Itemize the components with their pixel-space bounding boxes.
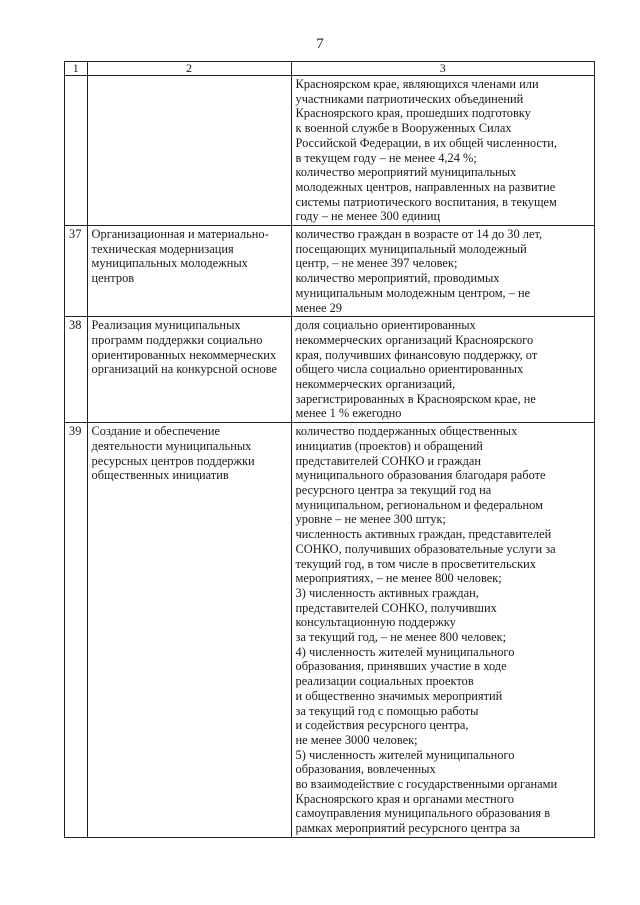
indicator-line: Красноярского края и органами местного [295,791,514,806]
activity-name-line: общественных инициатив [91,468,229,483]
indicator-line: образования, вовлеченных [295,762,436,777]
activity-name-cell [87,226,291,317]
activity-name-line: муниципальных молодежных [91,256,248,271]
indicator-line: менее 29 [295,300,343,315]
indicator-line: Красноярском крае, являющихся членами или [295,77,539,91]
header-cell-indicators: 3 [291,62,594,76]
row-number-cell [65,76,88,226]
table-row [65,317,595,423]
indicator-line: СОНКО, получивших образовательные услуги за [295,541,556,556]
activity-name-line: техническая модернизация [91,241,234,256]
indicator-line: центр, – не менее 397 человек; [295,256,458,271]
activity-name-cell [87,317,291,423]
indicator-line: ресурсного центра за текущий год на [295,482,492,497]
indicator-line: молодежных центров, направленных на развитие [295,179,556,194]
indicator-line: 4) численность жителей муниципального [295,644,515,659]
indicator-line: образования, принявших участие в ходе [295,659,507,674]
row-number-cell: 39 [65,423,88,838]
indicator-line: общего числа социально ориентированных [295,362,524,377]
indicator-line: не менее 3000 человек; [295,732,418,747]
indicators-cell [291,317,594,423]
table-row [65,226,595,317]
indicator-line: инициатив (проектов) и обращений [295,438,483,453]
table-row [65,423,595,838]
indicator-line: численность активных граждан, представителей [295,527,552,542]
header-cell-num: 1 [65,62,88,76]
activity-name-line: центров [91,271,135,286]
indicator-line: уровне – не менее 300 штук; [295,512,446,527]
indicator-line: представителей СОНКО и граждан [295,453,482,468]
activity-name-line: Организационная и материально- [91,227,269,242]
indicator-line: в текущем году – не менее 4,24 %; [295,150,477,165]
indicator-line: и общественно значимых мероприятий [295,688,503,703]
indicator-line: реализации социальных проектов [295,674,474,689]
indicator-line: менее 1 % ежегодно [295,406,402,421]
program-table [64,61,595,838]
indicator-line: к военной службе в Вооруженных Силах [295,121,512,136]
activity-name-line: программ поддержки социально [91,332,263,347]
indicator-line: муниципальным молодежным центром, – не [295,285,531,300]
indicator-line: рамках мероприятий ресурсного центра за [295,821,521,836]
row-number-cell: 38 [65,317,88,423]
activity-name-line: деятельности муниципальных [91,438,252,453]
indicator-line: посещающих муниципальный молодежный [295,241,527,256]
indicator-line: системы патриотического воспитания, в текущем [295,194,557,209]
indicators-cell [291,226,594,317]
indicator-line: мероприятиях, – не менее 800 человек; [295,571,502,586]
indicator-line: некоммерческих организаций, [295,377,456,392]
indicators-cell [291,423,594,838]
indicator-line: муниципального образования благодаря работе [295,468,546,483]
row-number-cell: 37 [65,226,88,317]
indicator-line: и содействия ресурсного центра, [295,718,469,733]
activity-name-cell [87,423,291,838]
indicator-line: Российской Федерации, в их общей численности, [295,135,558,150]
activity-name-line: ориентированных некоммерческих [91,347,277,362]
indicator-line: участниками патриотических объединений [295,91,524,106]
indicator-line: 3) численность активных граждан, [295,585,479,600]
page-number: 7 [316,36,324,52]
indicator-line: количество мероприятий муниципальных [295,165,517,180]
activity-name-line: Создание и обеспечение [91,424,221,439]
indicator-line: во взаимодействие с государственными органами [295,777,558,792]
indicator-line: самоуправления муниципального образования в [295,806,551,821]
activity-name-line: ресурсных центров поддержки [91,453,255,468]
indicator-line: представителей СОНКО, получивших [295,600,497,615]
indicator-line: консультационную поддержку [295,615,456,630]
indicator-line: количество поддержанных общественных [295,424,518,439]
indicator-line: за текущий год, – не менее 800 человек; [295,630,507,645]
header-cell-name: 2 [87,62,291,76]
activity-name-cell [87,76,291,226]
indicator-line: муниципальном, региональном и федеральном [295,497,543,512]
indicator-line: за текущий год с помощью работы [295,703,479,718]
indicator-line: году – не менее 300 единиц [295,209,441,224]
indicator-line: зарегистрированных в Красноярском крае, не [295,391,536,406]
table-header-row [65,62,595,76]
indicator-line: текущий год, в том числе в просветительских [295,556,536,571]
indicator-line: некоммерческих организаций Красноярского [295,332,534,347]
indicator-line: количество мероприятий, проводимых [295,271,500,286]
table-body [65,62,595,838]
indicators-cell [291,76,594,226]
indicator-line: количество граждан в возрасте от 14 до 30 лет, [295,227,543,242]
indicator-line: Красноярского края, прошедших подготовку [295,106,531,121]
indicator-line: доля социально ориентированных [295,318,476,333]
activity-name-line: организаций на конкурсной основе [91,362,278,377]
table-row [65,76,595,226]
indicator-line: 5) численность жителей муниципального [295,747,515,762]
activity-name-line: Реализация муниципальных [91,318,241,333]
indicator-line: края, получивших финансовую поддержку, от [295,347,538,362]
